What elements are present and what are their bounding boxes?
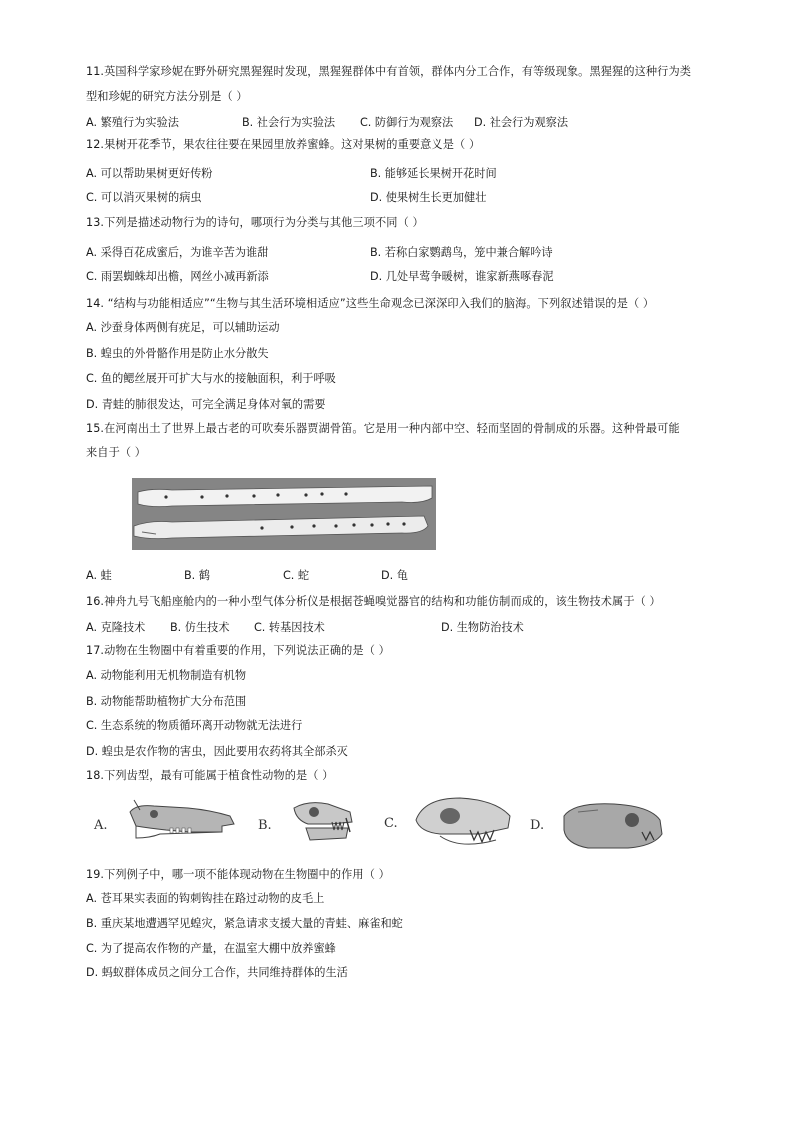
q13-option-d: D. 几处早莺争暖树，谁家新燕啄春泥 (370, 270, 554, 283)
q11-option-d: D. 社会行为观察法 (474, 116, 569, 129)
q17-option-b: B. 动物能帮助植物扩大分布范围 (86, 695, 247, 708)
q16-stem: 16.神舟九号飞船座舱内的一种小型气体分析仪是根据苍蝇嗅觉器官的结构和功能仿制而成的，该生物技术属于（ ） (86, 595, 661, 608)
q14-option-b: B. 蝗虫的外骨骼作用是防止水分散失 (86, 347, 269, 360)
q14-option-c: C. 鱼的鳃丝展开可扩大与水的接触面积，利于呼吸 (86, 372, 336, 385)
q19-option-d: D. 蚂蚁群体成员之间分工合作，共同维持群体的生活 (86, 966, 348, 979)
skull-a-image (126, 798, 238, 846)
q12-option-a: A. 可以帮助果树更好传粉 (86, 167, 213, 180)
q11-option-b: B. 社会行为实验法 (242, 116, 336, 129)
q18-label-d: D. (530, 818, 545, 833)
q13-stem: 13.下列是描述动物行为的诗句，哪项行为分类与其他三项不同（ ） (86, 216, 424, 229)
bone-flute-photo (132, 478, 436, 550)
q19-option-c: C. 为了提高农作物的产量，在温室大棚中放养蜜蜂 (86, 942, 336, 955)
q19-option-b: B. 重庆某地遭遇罕见蝗灾，紧急请求支援大量的青蛙、麻雀和蛇 (86, 917, 403, 930)
q12-option-b: B. 能够延长果树开花时间 (370, 167, 497, 180)
q15-option-a: A. 蛙 (86, 569, 112, 582)
q16-option-a: A. 克隆技术 (86, 621, 146, 634)
q12-stem: 12.果树开花季节，果农往往要在果园里放养蜜蜂。这对果树的重要意义是（ ） (86, 138, 481, 151)
q17-option-d: D. 蝗虫是农作物的害虫，因此要用农药将其全部杀灭 (86, 745, 348, 758)
q11-stem-line2: 型和珍妮的研究方法分别是（ ） (86, 90, 248, 103)
q14-option-a: A. 沙蚕身体两侧有疣足，可以辅助运动 (86, 321, 280, 334)
q11-option-a: A. 繁殖行为实验法 (86, 116, 179, 129)
q19-option-a: A. 苍耳果实表面的钩刺钩挂在路过动物的皮毛上 (86, 892, 325, 905)
q15-option-c: C. 蛇 (283, 569, 310, 582)
q18-label-c: C. (384, 816, 398, 831)
q15-option-b: B. 鹤 (184, 569, 210, 582)
q16-option-b: B. 仿生技术 (170, 621, 230, 634)
q17-option-a: A. 动物能利用无机物制造有机物 (86, 669, 247, 682)
q15-stem-line1: 15.在河南出土了世界上最古老的可吹奏乐器贾湖骨笛。它是用一种内部中空、轻而坚固的骨制成的乐器。这种骨最可能 (86, 422, 680, 435)
q13-option-c: C. 雨罢蜘蛛却出檐，网丝小减再新添 (86, 270, 269, 283)
q16-option-d: D. 生物防治技术 (441, 621, 524, 634)
q11-stem-line1: 11.英国科学家珍妮在野外研究黑猩猩时发现，黑猩猩群体中有首领，群体内分工合作，有等级现象。黑猩猩的这种行为类 (86, 65, 692, 78)
q12-option-d: D. 使果树生长更加健壮 (370, 191, 487, 204)
q13-option-a: A. 采得百花成蜜后，为谁辛苦为谁甜 (86, 246, 269, 259)
skull-c-image (410, 794, 516, 854)
q11-option-c: C. 防御行为观察法 (360, 116, 454, 129)
q14-stem: 14. “结构与功能相适应”“生物与其生活环境相适应”这些生命观念已深深印入我们的脑海。下列叙述错误的是（ ） (86, 297, 655, 310)
q15-stem-line2: 来自于（ ） (86, 446, 147, 459)
q18-label-b: B. (258, 818, 272, 833)
q18-stem: 18.下列齿型，最有可能属于植食性动物的是（ ） (86, 769, 334, 782)
q15-option-d: D. 龟 (381, 569, 408, 582)
q13-option-b: B. 若称白家鹦鹉鸟，笼中兼合解吟诗 (370, 246, 553, 259)
q18-label-a: A. (94, 818, 108, 833)
q16-option-c: C. 转基因技术 (254, 621, 325, 634)
skull-d-image (558, 798, 666, 856)
q17-option-c: C. 生态系统的物质循环离开动物就无法进行 (86, 719, 303, 732)
skull-b-image (288, 796, 358, 850)
q14-option-d: D. 青蛙的肺很发达，可完全满足身体对氧的需要 (86, 398, 326, 411)
q12-option-c: C. 可以消灭果树的病虫 (86, 191, 202, 204)
q17-stem: 17.动物在生物圈中有着重要的作用，下列说法正确的是（ ） (86, 644, 390, 657)
q19-stem: 19.下列例子中，哪一项不能体现动物在生物圈中的作用（ ） (86, 868, 390, 881)
